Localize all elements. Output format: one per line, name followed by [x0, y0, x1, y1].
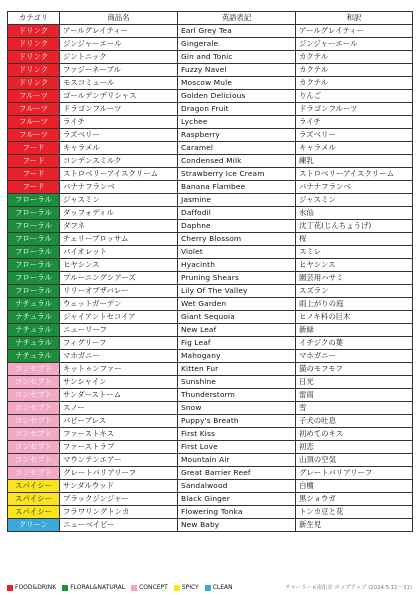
table-row — [8, 246, 413, 259]
english-name-cell: Cherry Blossom — [178, 233, 296, 246]
legend-swatch-icon — [62, 585, 68, 591]
english-name-cell: Fig Leaf — [178, 337, 296, 350]
category-cell: フード — [8, 181, 60, 194]
table-row — [8, 337, 413, 350]
english-name-cell: Strawberry Ice Cream — [178, 168, 296, 181]
category-cell: ドリンク — [8, 77, 60, 90]
legend-label: CLEAN — [212, 584, 233, 591]
category-cell: フローラル — [8, 272, 60, 285]
english-name-cell: Golden Delicious — [178, 90, 296, 103]
japanese-translation-cell: カクテル — [296, 64, 413, 77]
legend-swatch-icon — [131, 585, 137, 591]
table-row — [8, 428, 413, 441]
english-name-cell: Earl Grey Tea — [178, 25, 296, 38]
category-cell: フルーツ — [8, 116, 60, 129]
category-cell: コンセプト — [8, 363, 60, 376]
legend-item — [174, 584, 199, 592]
japanese-translation-cell: 白檀 — [296, 480, 413, 493]
product-name-cell: ダフネ — [60, 220, 178, 233]
english-name-cell: Pruning Shears — [178, 272, 296, 285]
table-row — [8, 389, 413, 402]
english-name-cell: Condensed Milk — [178, 155, 296, 168]
japanese-translation-cell: 桜 — [296, 233, 413, 246]
english-name-cell: Caramel — [178, 142, 296, 155]
japanese-translation-cell: りんご — [296, 90, 413, 103]
category-cell: フード — [8, 142, 60, 155]
product-name-cell: キットゥンファー — [60, 363, 178, 376]
category-cell: フード — [8, 155, 60, 168]
category-cell: ナチュラル — [8, 337, 60, 350]
footer-note: チャーリー×南佑奈 ポップアップ (2024.5.11〜31) — [285, 585, 412, 591]
product-name-cell: ダッフォディル — [60, 207, 178, 220]
japanese-translation-cell: グレートバリアリーフ — [296, 467, 413, 480]
legend-swatch-icon — [174, 585, 180, 591]
product-name-cell: ジャスミン — [60, 194, 178, 207]
category-cell: ドリンク — [8, 38, 60, 51]
japanese-translation-cell: 黒ショウガ — [296, 493, 413, 506]
category-cell: スパイシー — [8, 480, 60, 493]
product-name-cell: ジンジャーエール — [60, 38, 178, 51]
table-row — [8, 350, 413, 363]
english-name-cell: Thunderstorm — [178, 389, 296, 402]
japanese-translation-cell: 山頂の空気 — [296, 454, 413, 467]
english-name-cell: Hyacinth — [178, 259, 296, 272]
japanese-translation-cell: 雪 — [296, 402, 413, 415]
product-name-cell: ブラックジンジャー — [60, 493, 178, 506]
japanese-translation-cell: ヒノキ科の巨木 — [296, 311, 413, 324]
category-cell: フード — [8, 168, 60, 181]
header-category: カテゴリ — [8, 12, 60, 25]
table-row — [8, 506, 413, 519]
english-name-cell: Daphne — [178, 220, 296, 233]
japanese-translation-cell: スミレ — [296, 246, 413, 259]
table-row — [8, 168, 413, 181]
legend-label: CONCEPT — [139, 584, 168, 591]
category-cell: フローラル — [8, 233, 60, 246]
japanese-translation-cell: 新生児 — [296, 519, 413, 532]
table-row — [8, 64, 413, 77]
table-row — [8, 233, 413, 246]
japanese-translation-cell: 沈丁花(じんちょうげ) — [296, 220, 413, 233]
scent-list-table — [7, 11, 413, 532]
product-name-cell: パピーブレス — [60, 415, 178, 428]
category-cell: コンセプト — [8, 428, 60, 441]
table-row — [8, 194, 413, 207]
table-row — [8, 415, 413, 428]
product-name-cell: バナナフランベ — [60, 181, 178, 194]
category-cell: コンセプト — [8, 402, 60, 415]
product-name-cell: モスコミュール — [60, 77, 178, 90]
product-name-cell: ファーストキス — [60, 428, 178, 441]
product-name-cell: サンダーストーム — [60, 389, 178, 402]
category-legend — [7, 584, 239, 592]
product-name-cell: ニューリーフ — [60, 324, 178, 337]
japanese-translation-cell: ドラゴンフルーツ — [296, 103, 413, 116]
english-name-cell: Lily Of The Valley — [178, 285, 296, 298]
product-name-cell: ニューベイビー — [60, 519, 178, 532]
header-product-name: 商品名 — [60, 12, 178, 25]
category-cell: ナチュラル — [8, 324, 60, 337]
table-row — [8, 207, 413, 220]
legend-label: FOOD&DRINK — [15, 584, 57, 591]
category-cell: フルーツ — [8, 90, 60, 103]
english-name-cell: Violet — [178, 246, 296, 259]
category-cell: フローラル — [8, 194, 60, 207]
japanese-translation-cell: ラズベリー — [296, 129, 413, 142]
english-name-cell: Gin and Tonic — [178, 51, 296, 64]
english-name-cell: Moscow Mule — [178, 77, 296, 90]
english-name-cell: Lychee — [178, 116, 296, 129]
category-cell: ナチュラル — [8, 298, 60, 311]
product-name-cell: マウンテンエアー — [60, 454, 178, 467]
product-name-cell: ラズベリー — [60, 129, 178, 142]
product-name-cell: ゴールデンデリシャス — [60, 90, 178, 103]
table-row — [8, 103, 413, 116]
table-row — [8, 142, 413, 155]
product-name-cell: ウェットガーデン — [60, 298, 178, 311]
english-name-cell: First Kiss — [178, 428, 296, 441]
category-cell: コンセプト — [8, 467, 60, 480]
japanese-translation-cell: マホガニー — [296, 350, 413, 363]
product-name-cell: サンシャイン — [60, 376, 178, 389]
japanese-translation-cell: ジャスミン — [296, 194, 413, 207]
table-row — [8, 311, 413, 324]
table-row — [8, 129, 413, 142]
japanese-translation-cell: ストロベリーアイスクリーム — [296, 168, 413, 181]
table-row — [8, 25, 413, 38]
japanese-translation-cell: 雷雨 — [296, 389, 413, 402]
japanese-translation-cell: ジンジャーエール — [296, 38, 413, 51]
table-row — [8, 519, 413, 532]
product-name-cell: ドラゴンフルーツ — [60, 103, 178, 116]
legend-swatch-icon — [7, 585, 13, 591]
product-name-cell: フィグリーフ — [60, 337, 178, 350]
english-name-cell: Gingerale — [178, 38, 296, 51]
table-row — [8, 454, 413, 467]
table-row — [8, 363, 413, 376]
table-body — [8, 25, 413, 532]
japanese-translation-cell: イチジクの葉 — [296, 337, 413, 350]
japanese-translation-cell: 猫のモフモフ — [296, 363, 413, 376]
legend-item — [62, 584, 125, 592]
english-name-cell: Raspberry — [178, 129, 296, 142]
category-cell: コンセプト — [8, 415, 60, 428]
product-name-cell: ジャイアントセコイア — [60, 311, 178, 324]
table-row — [8, 467, 413, 480]
product-name-cell: フラワリングトンカ — [60, 506, 178, 519]
english-name-cell: Banana Flambee — [178, 181, 296, 194]
legend-item — [7, 584, 56, 592]
english-name-cell: Flowering Tonka — [178, 506, 296, 519]
japanese-translation-cell: 日光 — [296, 376, 413, 389]
product-name-cell: プルーニングシアーズ — [60, 272, 178, 285]
legend-label: SPICY — [181, 584, 199, 591]
product-name-cell: コンデンスミルク — [60, 155, 178, 168]
english-name-cell: Daffodil — [178, 207, 296, 220]
table-row — [8, 77, 413, 90]
category-cell: ナチュラル — [8, 311, 60, 324]
japanese-translation-cell: キャラメル — [296, 142, 413, 155]
japanese-translation-cell: ヒヤシンス — [296, 259, 413, 272]
english-name-cell: Mountain Air — [178, 454, 296, 467]
japanese-translation-cell: 水仙 — [296, 207, 413, 220]
product-name-cell: サンダルウッド — [60, 480, 178, 493]
category-cell: コンセプト — [8, 389, 60, 402]
japanese-translation-cell: 子犬の吐息 — [296, 415, 413, 428]
english-name-cell: Dragon Fruit — [178, 103, 296, 116]
category-cell: フローラル — [8, 259, 60, 272]
table-row — [8, 376, 413, 389]
table-row — [8, 116, 413, 129]
legend-item — [205, 584, 233, 592]
product-name-cell: アールグレイティー — [60, 25, 178, 38]
english-name-cell: Sandalwood — [178, 480, 296, 493]
table-row — [8, 220, 413, 233]
table-row — [8, 298, 413, 311]
legend-item — [131, 584, 168, 592]
category-cell: フルーツ — [8, 129, 60, 142]
product-name-cell: グレートバリアリーフ — [60, 467, 178, 480]
japanese-translation-cell: バナナフランベ — [296, 181, 413, 194]
category-cell: フルーツ — [8, 103, 60, 116]
japanese-translation-cell: 新緑 — [296, 324, 413, 337]
product-name-cell: ジントニック — [60, 51, 178, 64]
english-name-cell: Puppy's Breath — [178, 415, 296, 428]
japanese-translation-cell: カクテル — [296, 51, 413, 64]
product-name-cell: ストロベリーアイスクリーム — [60, 168, 178, 181]
table-row — [8, 51, 413, 64]
english-name-cell: Kitten Fur — [178, 363, 296, 376]
header-japanese-translation: 和訳 — [296, 12, 413, 25]
product-name-cell: ライチ — [60, 116, 178, 129]
english-name-cell: Wet Garden — [178, 298, 296, 311]
table-row — [8, 155, 413, 168]
japanese-translation-cell: 雨上がりの庭 — [296, 298, 413, 311]
category-cell: コンセプト — [8, 441, 60, 454]
category-cell: ナチュラル — [8, 350, 60, 363]
japanese-translation-cell: 初めてのキス — [296, 428, 413, 441]
english-name-cell: Mahogany — [178, 350, 296, 363]
table-header-row — [8, 12, 413, 25]
table-row — [8, 493, 413, 506]
table-row — [8, 272, 413, 285]
japanese-translation-cell: 園芸用ハサミ — [296, 272, 413, 285]
category-cell: スパイシー — [8, 506, 60, 519]
category-cell: フローラル — [8, 207, 60, 220]
product-name-cell: リリーオブザバレー — [60, 285, 178, 298]
japanese-translation-cell: 初恋 — [296, 441, 413, 454]
legend-swatch-icon — [205, 585, 211, 591]
legend-label: FLORAL&NATURAL — [70, 584, 126, 591]
english-name-cell: Sunshine — [178, 376, 296, 389]
category-cell: コンセプト — [8, 376, 60, 389]
category-cell: ドリンク — [8, 51, 60, 64]
japanese-translation-cell: カクテル — [296, 77, 413, 90]
english-name-cell: First Love — [178, 441, 296, 454]
category-cell: フローラル — [8, 246, 60, 259]
english-name-cell: Black Ginger — [178, 493, 296, 506]
header-english-name: 英語表記 — [178, 12, 296, 25]
english-name-cell: Fuzzy Navel — [178, 64, 296, 77]
table-row — [8, 402, 413, 415]
japanese-translation-cell: スズラン — [296, 285, 413, 298]
table-row — [8, 181, 413, 194]
table-row — [8, 90, 413, 103]
category-cell: フローラル — [8, 285, 60, 298]
english-name-cell: New Leaf — [178, 324, 296, 337]
japanese-translation-cell: ライチ — [296, 116, 413, 129]
table-row — [8, 259, 413, 272]
product-name-cell: マホガニー — [60, 350, 178, 363]
japanese-translation-cell: アールグレイティー — [296, 25, 413, 38]
english-name-cell: Snow — [178, 402, 296, 415]
product-name-cell: ファジーネーブル — [60, 64, 178, 77]
table-row — [8, 38, 413, 51]
english-name-cell: Giant Sequoia — [178, 311, 296, 324]
category-cell: コンセプト — [8, 454, 60, 467]
table-row — [8, 285, 413, 298]
table-row — [8, 441, 413, 454]
english-name-cell: New Baby — [178, 519, 296, 532]
product-name-cell: キャラメル — [60, 142, 178, 155]
category-cell: ドリンク — [8, 64, 60, 77]
english-name-cell: Jasmine — [178, 194, 296, 207]
english-name-cell: Great Barrier Reef — [178, 467, 296, 480]
category-cell: クリーン — [8, 519, 60, 532]
product-name-cell: バイオレット — [60, 246, 178, 259]
japanese-translation-cell: トンカ豆と花 — [296, 506, 413, 519]
table-row — [8, 480, 413, 493]
product-name-cell: チェリーブロッサム — [60, 233, 178, 246]
category-cell: ドリンク — [8, 25, 60, 38]
category-cell: スパイシー — [8, 493, 60, 506]
product-name-cell: ファーストラブ — [60, 441, 178, 454]
product-name-cell: スノー — [60, 402, 178, 415]
table-row — [8, 324, 413, 337]
product-name-cell: ヒヤシンス — [60, 259, 178, 272]
japanese-translation-cell: 練乳 — [296, 155, 413, 168]
category-cell: フローラル — [8, 220, 60, 233]
